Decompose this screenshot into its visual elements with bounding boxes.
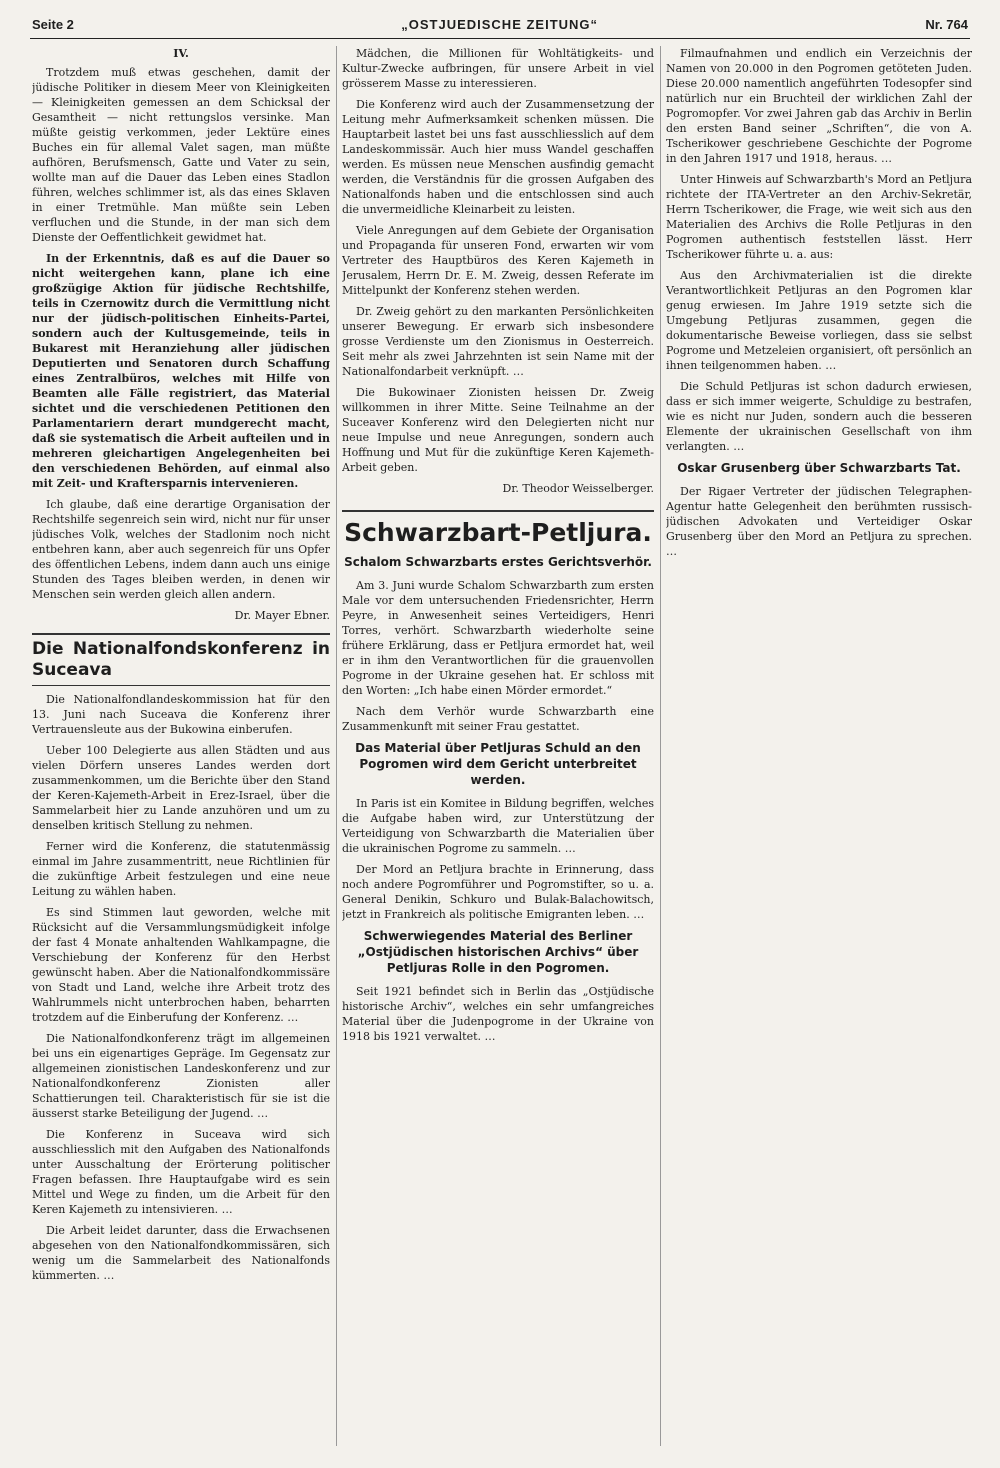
paragraph: Ferner wird die Konferenz, die statutenmässig einmal im Jahre zusammentritt, neue Richtlinien für die zukünftige Arbeit festzulegen und eine neue Leitung zu wählen haben. bbox=[32, 840, 330, 898]
paragraph: Mädchen, die Millionen für Wohltätigkeits- und Kultur-Zwecke aufbringen, für unsere Arbeit in viel grösserem Masse zu interessieren. bbox=[342, 47, 654, 90]
issue-number: Nr. 764 bbox=[925, 16, 968, 32]
article-subheadline: Das Material über Petljuras Schuld an den Pogromen wird dem Gericht unterbreitet werden. bbox=[355, 741, 641, 787]
paragraph: Die Nationalfondkonferenz trägt im allgemeinen bei uns ein eigenartiges Gepräge. Im Gegensatz zur allgemeinen zionistischen Landeskonferenz und zur Nationalfondkonferenz Zionisten aller Schattierungen teil. Charakteristisch für sie ist die äusserst starke Beteiligung der Jugend. … bbox=[32, 1032, 330, 1120]
article-subheadline: Oskar Grusenberg über Schwarzbarts Tat. bbox=[677, 461, 961, 475]
article-headline-large: Schwarzbart-Petljura. bbox=[342, 510, 654, 548]
paragraph: Der Rigaer Vertreter der jüdischen Telegraphen-Agentur hatte Gelegenheit den berühmten russisch-jüdischen Advokaten und Verteidiger Oskar Grusenberg über den Mord an Petljura zu sprechen. … bbox=[666, 485, 972, 558]
article-subheadline: Schwerwiegendes Material des Berliner „Ostjüdischen historischen Archivs“ über Petljuras Rolle in den Pogromen. bbox=[357, 929, 639, 975]
section-number: IV. bbox=[173, 47, 189, 60]
paragraph: Nach dem Verhör wurde Schwarzbarth eine Zusammenkunft mit seiner Frau gestattet. bbox=[342, 705, 654, 733]
paragraph: Viele Anregungen auf dem Gebiete der Organisation und Propaganda für unseren Fond, erwarten wir vom Vertreter des Hauptbüros des Keren Kajemeth in Jerusalem, Herrn Dr. E. M. Zweig, dessen Referate im Mittelpunkt der Konferenz stehen werden. bbox=[342, 224, 654, 297]
paragraph: Dr. Zweig gehört zu den markanten Persönlichkeiten unserer Bewegung. Er erwarb sich insbesondere grosse Verdienste um den Zionismus in Oesterreich. Seit mehr als zwei Jahrzehnten ist sein Name mit der Nationalfondarbeit verknüpft. … bbox=[342, 305, 654, 378]
paragraph: Die Arbeit leidet darunter, dass die Erwachsenen abgesehen von den Nationalfondkommissären, sich wenig um die Sammelarbeit des Nationalfonds kümmerten. … bbox=[32, 1224, 330, 1282]
column-divider bbox=[660, 46, 661, 1446]
paragraph: Filmaufnahmen und endlich ein Verzeichnis der Namen von 20.000 in den Pogromen getöteten Juden. Diese 20.000 namentlich angeführten Todesopfer sind natürlich nur ein Bruchteil der wirklichen Zahl der Pogromopfer. Vor zwei Jahren gab das Archiv in Berlin den ersten Band seiner „Schriften“, die von A. Tscherikower geschriebene Geschichte der Pogrome in den Jahren 1917 und 1918, heraus. … bbox=[666, 47, 972, 165]
paragraph: Am 3. Juni wurde Schalom Schwarzbarth zum ersten Male vor dem untersuchenden Friedensrichter, Herrn Peyre, in Anwesenheit seines Verteidigers, Henri Torres, verhört. Schwarzbarth wiederholte seine frühere Erklärung, dass er Petljura ermordet hat, weil er in ihm den Verantwortlichen für die grauenvollen Pogrome in der Ukraine gesehen hat. Er schloss mit den Worten: „Ich habe einen Mörder ermordet.“ bbox=[342, 579, 654, 697]
paragraph: Ueber 100 Delegierte aus allen Städten und aus vielen Dörfern unseres Landes werden dort zusammenkommen, um die Berichte über den Stand der Keren-Kajemeth-Arbeit in Erez-Israel, über die Sammelarbeit hier zu Lande anzuhören und um zu denselben kritisch Stellung zu nehmen. bbox=[32, 744, 330, 832]
column-middle bbox=[342, 46, 654, 1446]
column-right bbox=[666, 46, 972, 1446]
author-signature: Dr. Theodor Weisselberger. bbox=[502, 482, 654, 495]
paper-title: „OSTJUEDISCHE ZEITUNG“ bbox=[401, 16, 599, 32]
column-left bbox=[32, 46, 330, 1446]
paragraph: Aus den Archivmaterialien ist die direkte Verantwortlichkeit Petljuras an den Pogromen klar genug erwiesen. Im Jahre 1919 setzte sich die Umgebung Petljuras zusammen, gegen die dokumentarische Beweise vorliegen, dass sie selbst Pogrome und Metzeleien organisiert, oft persönlich an ihnen teilgenommen haben. … bbox=[666, 269, 972, 372]
paragraph: Die Bukowinaer Zionisten heissen Dr. Zweig willkommen in ihrer Mitte. Seine Teilnahme an der Suceaver Konferenz wird den Delegierten nicht nur neue Impulse und neue Anregungen, sondern auch Hoffnung und Mut für die zukünftige Keren Kajemeth-Arbeit geben. bbox=[342, 386, 654, 474]
paragraph: Ich glaube, daß eine derartige Organisation der Rechtshilfe segenreich sein wird, nicht nur für unser jüdisches Volk, welches der Stadlonim noch nicht entbehren kann, aber auch segenreich für uns Opfer des öffentlichen Lebens, indem dann auch uns einige Stunden des Tages bleiben werden, in denen wir Menschen sein werden gleich allen andern. bbox=[32, 498, 330, 601]
author-signature: Dr. Mayer Ebner. bbox=[234, 609, 330, 622]
paragraph: Der Mord an Petljura brachte in Erinnerung, dass noch andere Pogromführer und Pogromstifter, so u. a. General Denikin, Schkuro und Bulak-Balachowitsch, jetzt in Frankreich als politische Emigranten leben. … bbox=[342, 863, 654, 921]
paragraph: Unter Hinweis auf Schwarzbarth's Mord an Petljura richtete der ITA-Vertreter an den Archiv-Sekretär, Herrn Tscherikower, die Frage, wie weit sich aus den Materialien des Archivs die Rolle Petljuras in den Pogromen authentisch feststellen lässt. Herr Tscherikower führte u. a. aus: bbox=[666, 173, 972, 261]
column-divider bbox=[336, 46, 337, 1446]
article-headline: Die Nationalfondskonferenz in Suceava bbox=[32, 633, 330, 686]
paragraph: Die Schuld Petljuras ist schon dadurch erwiesen, dass er sich immer weigerte, Schuldige zu bestrafen, wie es nicht nur Juden, sondern auch die besseren Elemente der ukrainischen Gesellschaft von ihm verlangten. … bbox=[666, 380, 972, 453]
paragraph: Es sind Stimmen laut geworden, welche mit Rücksicht auf die Versammlungsmüdigkeit infolge der fast 4 Monate anhaltenden Wahlkampagne, die Verschiebung der Konferenz für den Herbst gewünscht haben. Aber die Nationalfondkommissäre von Stadt und Land, welche ihre Arbeit trotz des Wahlrummels nicht unterbrochen haben, beharrten trotzdem auf die Einberufung der Konferenz. … bbox=[32, 906, 330, 1024]
masthead bbox=[32, 12, 968, 36]
article-subheadline: Schalom Schwarzbarts erstes Gerichtsverhör. bbox=[344, 555, 652, 569]
paragraph: Die Konferenz wird auch der Zusammensetzung der Leitung mehr Aufmerksamkeit schenken müssen. Die Hauptarbeit lastet bei uns fast ausschliesslich auf dem Landeskommissär. Auch hier muss Wandel geschaffen werden. Es müssen neue Menschen ausfindig gemacht werden, die Verständnis für die grossen Aufgaben des Nationalfonds haben und die entschlossen sind auch die unvermeidliche Kleinarbeit zu leisten. bbox=[342, 98, 654, 216]
paragraph: Seit 1921 befindet sich in Berlin das „Ostjüdische historische Archiv“, welches ein sehr umfangreiches Material über die Judenpogrome in der Ukraine von 1918 bis 1921 verwaltet. … bbox=[342, 985, 654, 1043]
paragraph: In Paris ist ein Komitee in Bildung begriffen, welches die Aufgabe haben wird, zur Unterstützung der Verteidigung von Schwarzbarth die Materialien über die ukrainischen Pogrome zu sammeln. … bbox=[342, 797, 654, 855]
masthead-rule bbox=[30, 38, 970, 39]
page-label: Seite 2 bbox=[32, 16, 74, 32]
paragraph: Trotzdem muß etwas geschehen, damit der jüdische Politiker in diesem Meer von Kleinigkeiten — Kleinigkeiten gemessen an dem Schicksal der Gesamtheit — nicht rettungslos versinke. Man müßte geistig verkommen, jeder Lektüre eines Buches ein für allemal Valet sagen, man müßte aufhören, Berufsmensch, Gatte und Vater zu sein, wollte man auf die Dauer das Leben eines Stadlon führen, welches schlimmer ist, als das eines Sklaven in einer Tretmühle. Man müßte sein Leben verfluchen und die Stunde, in der man sich dem Dienste der Oeffentlichkeit gewidmet hat. bbox=[32, 66, 330, 244]
paragraph: Die Nationalfondlandeskommission hat für den 13. Juni nach Suceava die Konferenz ihrer Vertrauensleute aus der Bukowina einberufen. bbox=[32, 693, 330, 736]
paragraph: Die Konferenz in Suceava wird sich ausschliesslich mit den Aufgaben des Nationalfonds unter Ausschaltung der Erörterung politischer Fragen befassen. Ihre Hauptaufgabe wird es sein Mittel und Wege zu finden, um die Arbeit für den Keren Kajemeth zu intensivieren. … bbox=[32, 1128, 330, 1216]
paragraph-bold: In der Erkenntnis, daß es auf die Dauer so nicht weitergehen kann, plane ich eine großzügige Aktion für jüdische Rechtshilfe, teils in Czernowitz durch die Vermittlung nicht nur der jüdisch-politischen Einheits-Partei, sondern auch der Kultusgemeinde, teils in Bukarest mit Heranziehung aller jüdischen Deputierten und Senatoren durch Schaffung eines Zentralbüros, welches mit Hilfe von Beamten alle Fälle registriert, das Material sichtet und die verschiedenen Petitionen den Parlamentariern derart mundgerecht macht, daß sie systematisch die Arbeit aufteilen und in mehreren gleichartigen Angelegenheiten bei den verschiedenen Behörden, auf einmal also mit Zeit- und Kraftersparnis intervenieren. bbox=[32, 252, 330, 490]
